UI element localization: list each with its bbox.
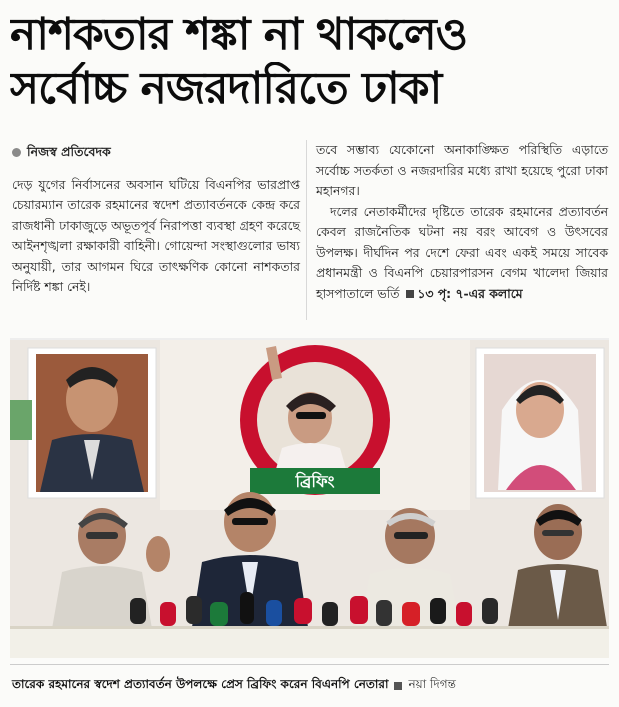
right-column [316, 140, 608, 304]
left-column [12, 142, 300, 298]
square-bullet-icon [394, 682, 402, 690]
left-paragraph-1: দেড় যুগের নির্বাসনের অবসান ঘটিয়ে বিএনপির ভারপ্রাপ্ত চেয়ারম্যান তারেক রহমানের স্বদেশ প্রত্যাবর্তনকে কেন্দ্র করে রাজধানী ঢাকাজুড়ে অভূতপূর্ব নিরাপত্তা ব্যবস্থা গ্রহণ করেছে আইনশৃঙ্খলা রক্ষাকারী বাহিনী। গোয়েন্দা সংস্থাগুলোর ভাষ্য অনুযায়ী, তার আগমন ঘিরে তাৎক্ষণিক কোনো নাশকতার নির্দিষ্ট শঙ্কা নেই। [12, 176, 300, 294]
right-paragraph-2-text: দলের নেতাকর্মীদের দৃষ্টিতে তারেক রহমানের প্রত্যাবর্তন কেবল রাজনৈতিক ঘটনা নয় বরং আবেগ ও উৎসবের উপলক্ষ। দীর্ঘদিন পর দেশে ফেরা এবং একই সময়ে সাবেক প্রধানমন্ত্রী ও বিএনপি চেয়ারপারসন বেগম খালেদা জিয়ার হাসপাতালে ভর্তি [316, 203, 608, 301]
byline-text: নিজস্ব প্রতিবেদক [27, 144, 111, 159]
column-divider [306, 140, 307, 320]
continuation-link[interactable]: ১৩ পৃ: ৭-এর কলামে [417, 285, 523, 301]
right-paragraph-2 [316, 202, 608, 305]
headline-line-1: নাশকতার শঙ্কা না থাকলেও [10, 9, 467, 60]
photo-credit: নয়া দিগন্ত [408, 677, 456, 691]
banner-label: ব্রিফিং [295, 472, 335, 491]
headline [10, 8, 610, 116]
square-bullet-icon [406, 290, 414, 298]
photo-illustration [10, 340, 609, 658]
press-briefing-photo [10, 338, 609, 658]
photo-caption [12, 676, 456, 696]
right-paragraph-1: তবে সম্ভাব্য যেকোনো অনাকাঙ্ক্ষিত পরিস্থিতি এড়াতে সর্বোচ্চ সতর্কতা ও নজরদারির মধ্যে রাখা হয়েছে পুরো ঢাকা মহানগর। [316, 142, 608, 198]
caption-rule [10, 664, 609, 665]
byline [12, 142, 300, 163]
bullet-dot-icon [12, 148, 21, 157]
headline-line-2: সর্বোচ্চ নজরদারিতে ঢাকা [10, 63, 442, 114]
caption-text: তারেক রহমানের স্বদেশ প্রত্যাবর্তন উপলক্ষে প্রেস ব্রিফিং করেন বিএনপি নেতারা [12, 677, 389, 691]
